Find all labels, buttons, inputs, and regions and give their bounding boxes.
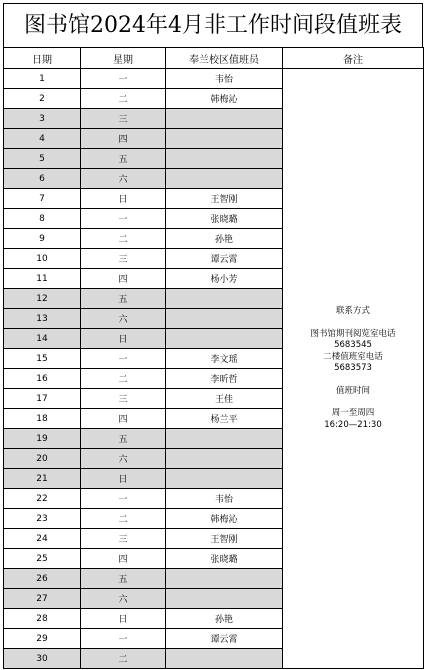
table-row: [4, 69, 424, 89]
duty-hours-time: 16:20—21:30: [324, 419, 382, 430]
column-header-weekday: 星期: [81, 48, 166, 69]
weekday-cell: 六: [81, 589, 166, 609]
staff-cell: [166, 129, 283, 149]
staff-cell: 谭云霄: [166, 629, 283, 649]
date-cell: 13: [4, 309, 81, 329]
staff-cell: 韩梅沁: [166, 509, 283, 529]
weekday-cell: 一: [81, 69, 166, 89]
date-cell: 9: [4, 229, 81, 249]
staff-cell: [166, 309, 283, 329]
weekday-cell: 五: [81, 429, 166, 449]
weekday-cell: 二: [81, 509, 166, 529]
staff-cell: 韦怡: [166, 69, 283, 89]
date-cell: 22: [4, 489, 81, 509]
staff-cell: 韦怡: [166, 489, 283, 509]
staff-cell: 韩梅沁: [166, 89, 283, 109]
weekday-cell: 三: [81, 389, 166, 409]
weekday-cell: 五: [81, 289, 166, 309]
weekday-cell: 三: [81, 109, 166, 129]
weekday-cell: 五: [81, 569, 166, 589]
weekday-cell: 日: [81, 189, 166, 209]
notes-cell: [283, 69, 424, 669]
weekday-cell: 六: [81, 449, 166, 469]
staff-cell: [166, 569, 283, 589]
date-cell: 19: [4, 429, 81, 449]
staff-cell: [166, 329, 283, 349]
staff-cell: [166, 109, 283, 129]
library-phone-label: 图书馆期刊阅览室电话: [310, 328, 396, 339]
date-cell: 14: [4, 329, 81, 349]
date-cell: 12: [4, 289, 81, 309]
contact-heading: 联系方式: [335, 306, 370, 316]
notes-spacer: [289, 318, 417, 329]
date-cell: 28: [4, 609, 81, 629]
weekday-cell: 一: [81, 209, 166, 229]
weekday-cell: 六: [81, 169, 166, 189]
date-cell: 29: [4, 629, 81, 649]
date-cell: 2: [4, 89, 81, 109]
weekday-cell: 二: [81, 229, 166, 249]
weekday-cell: 二: [81, 89, 166, 109]
page-title: 图书馆2024年4月非工作时间段值班表: [3, 3, 423, 47]
column-header-date: 日期: [4, 48, 81, 69]
staff-cell: 张晓璐: [166, 209, 283, 229]
notes-spacer: [289, 375, 417, 386]
staff-cell: [166, 449, 283, 469]
weekday-cell: 一: [81, 629, 166, 649]
duty-room-phone-label: 二楼值班室电话: [323, 351, 383, 362]
staff-cell: 王智刚: [166, 529, 283, 549]
date-cell: 8: [4, 209, 81, 229]
date-cell: 4: [4, 129, 81, 149]
duty-room-phone-number: 5683573: [334, 363, 372, 373]
weekday-cell: 四: [81, 269, 166, 289]
staff-cell: [166, 149, 283, 169]
weekday-cell: 四: [81, 549, 166, 569]
staff-cell: 张晓璐: [166, 549, 283, 569]
weekday-cell: 日: [81, 609, 166, 629]
weekday-cell: 二: [81, 369, 166, 389]
date-cell: 7: [4, 189, 81, 209]
weekday-cell: 三: [81, 529, 166, 549]
staff-cell: 孙艳: [166, 229, 283, 249]
weekday-cell: 六: [81, 309, 166, 329]
date-cell: 10: [4, 249, 81, 269]
staff-cell: [166, 589, 283, 609]
duty-roster-sheet: [3, 3, 423, 669]
column-header-notes: 备注: [283, 48, 424, 69]
staff-cell: 王智刚: [166, 189, 283, 209]
date-cell: 16: [4, 369, 81, 389]
weekday-cell: 日: [81, 329, 166, 349]
notes-spacer: [289, 397, 417, 408]
staff-cell: 李文瑶: [166, 349, 283, 369]
weekday-cell: 五: [81, 149, 166, 169]
column-header-staff: 奉兰校区值班员: [166, 48, 283, 69]
staff-cell: 王佳: [166, 389, 283, 409]
staff-cell: [166, 169, 283, 189]
weekday-cell: 一: [81, 489, 166, 509]
date-cell: 18: [4, 409, 81, 429]
weekday-cell: 一: [81, 349, 166, 369]
staff-cell: 李昕哲: [166, 369, 283, 389]
date-cell: 3: [4, 109, 81, 129]
date-cell: 21: [4, 469, 81, 489]
staff-cell: 谭云霄: [166, 249, 283, 269]
weekday-cell: 二: [81, 649, 166, 669]
date-cell: 27: [4, 589, 81, 609]
date-cell: 11: [4, 269, 81, 289]
weekday-cell: 日: [81, 469, 166, 489]
date-cell: 24: [4, 529, 81, 549]
weekday-cell: 四: [81, 129, 166, 149]
staff-cell: [166, 429, 283, 449]
staff-cell: 杨兰平: [166, 409, 283, 429]
date-cell: 1: [4, 69, 81, 89]
date-cell: 25: [4, 549, 81, 569]
date-cell: 17: [4, 389, 81, 409]
staff-cell: 杨小芳: [166, 269, 283, 289]
weekday-cell: 三: [81, 249, 166, 269]
weekday-cell: 四: [81, 409, 166, 429]
date-cell: 20: [4, 449, 81, 469]
date-cell: 6: [4, 169, 81, 189]
staff-cell: [166, 289, 283, 309]
duty-hours-heading: 值班时间: [335, 385, 370, 396]
staff-cell: 孙艳: [166, 609, 283, 629]
roster-body: [4, 69, 424, 669]
date-cell: 23: [4, 509, 81, 529]
date-cell: 15: [4, 349, 81, 369]
staff-cell: [166, 469, 283, 489]
date-cell: 30: [4, 649, 81, 669]
library-phone-number: 5683545: [334, 340, 372, 350]
header-row: [4, 48, 424, 69]
duty-hours-days: 周一至周四: [331, 408, 375, 418]
staff-cell: [166, 649, 283, 669]
date-cell: 5: [4, 149, 81, 169]
date-cell: 26: [4, 569, 81, 589]
roster-table: [3, 47, 424, 669]
